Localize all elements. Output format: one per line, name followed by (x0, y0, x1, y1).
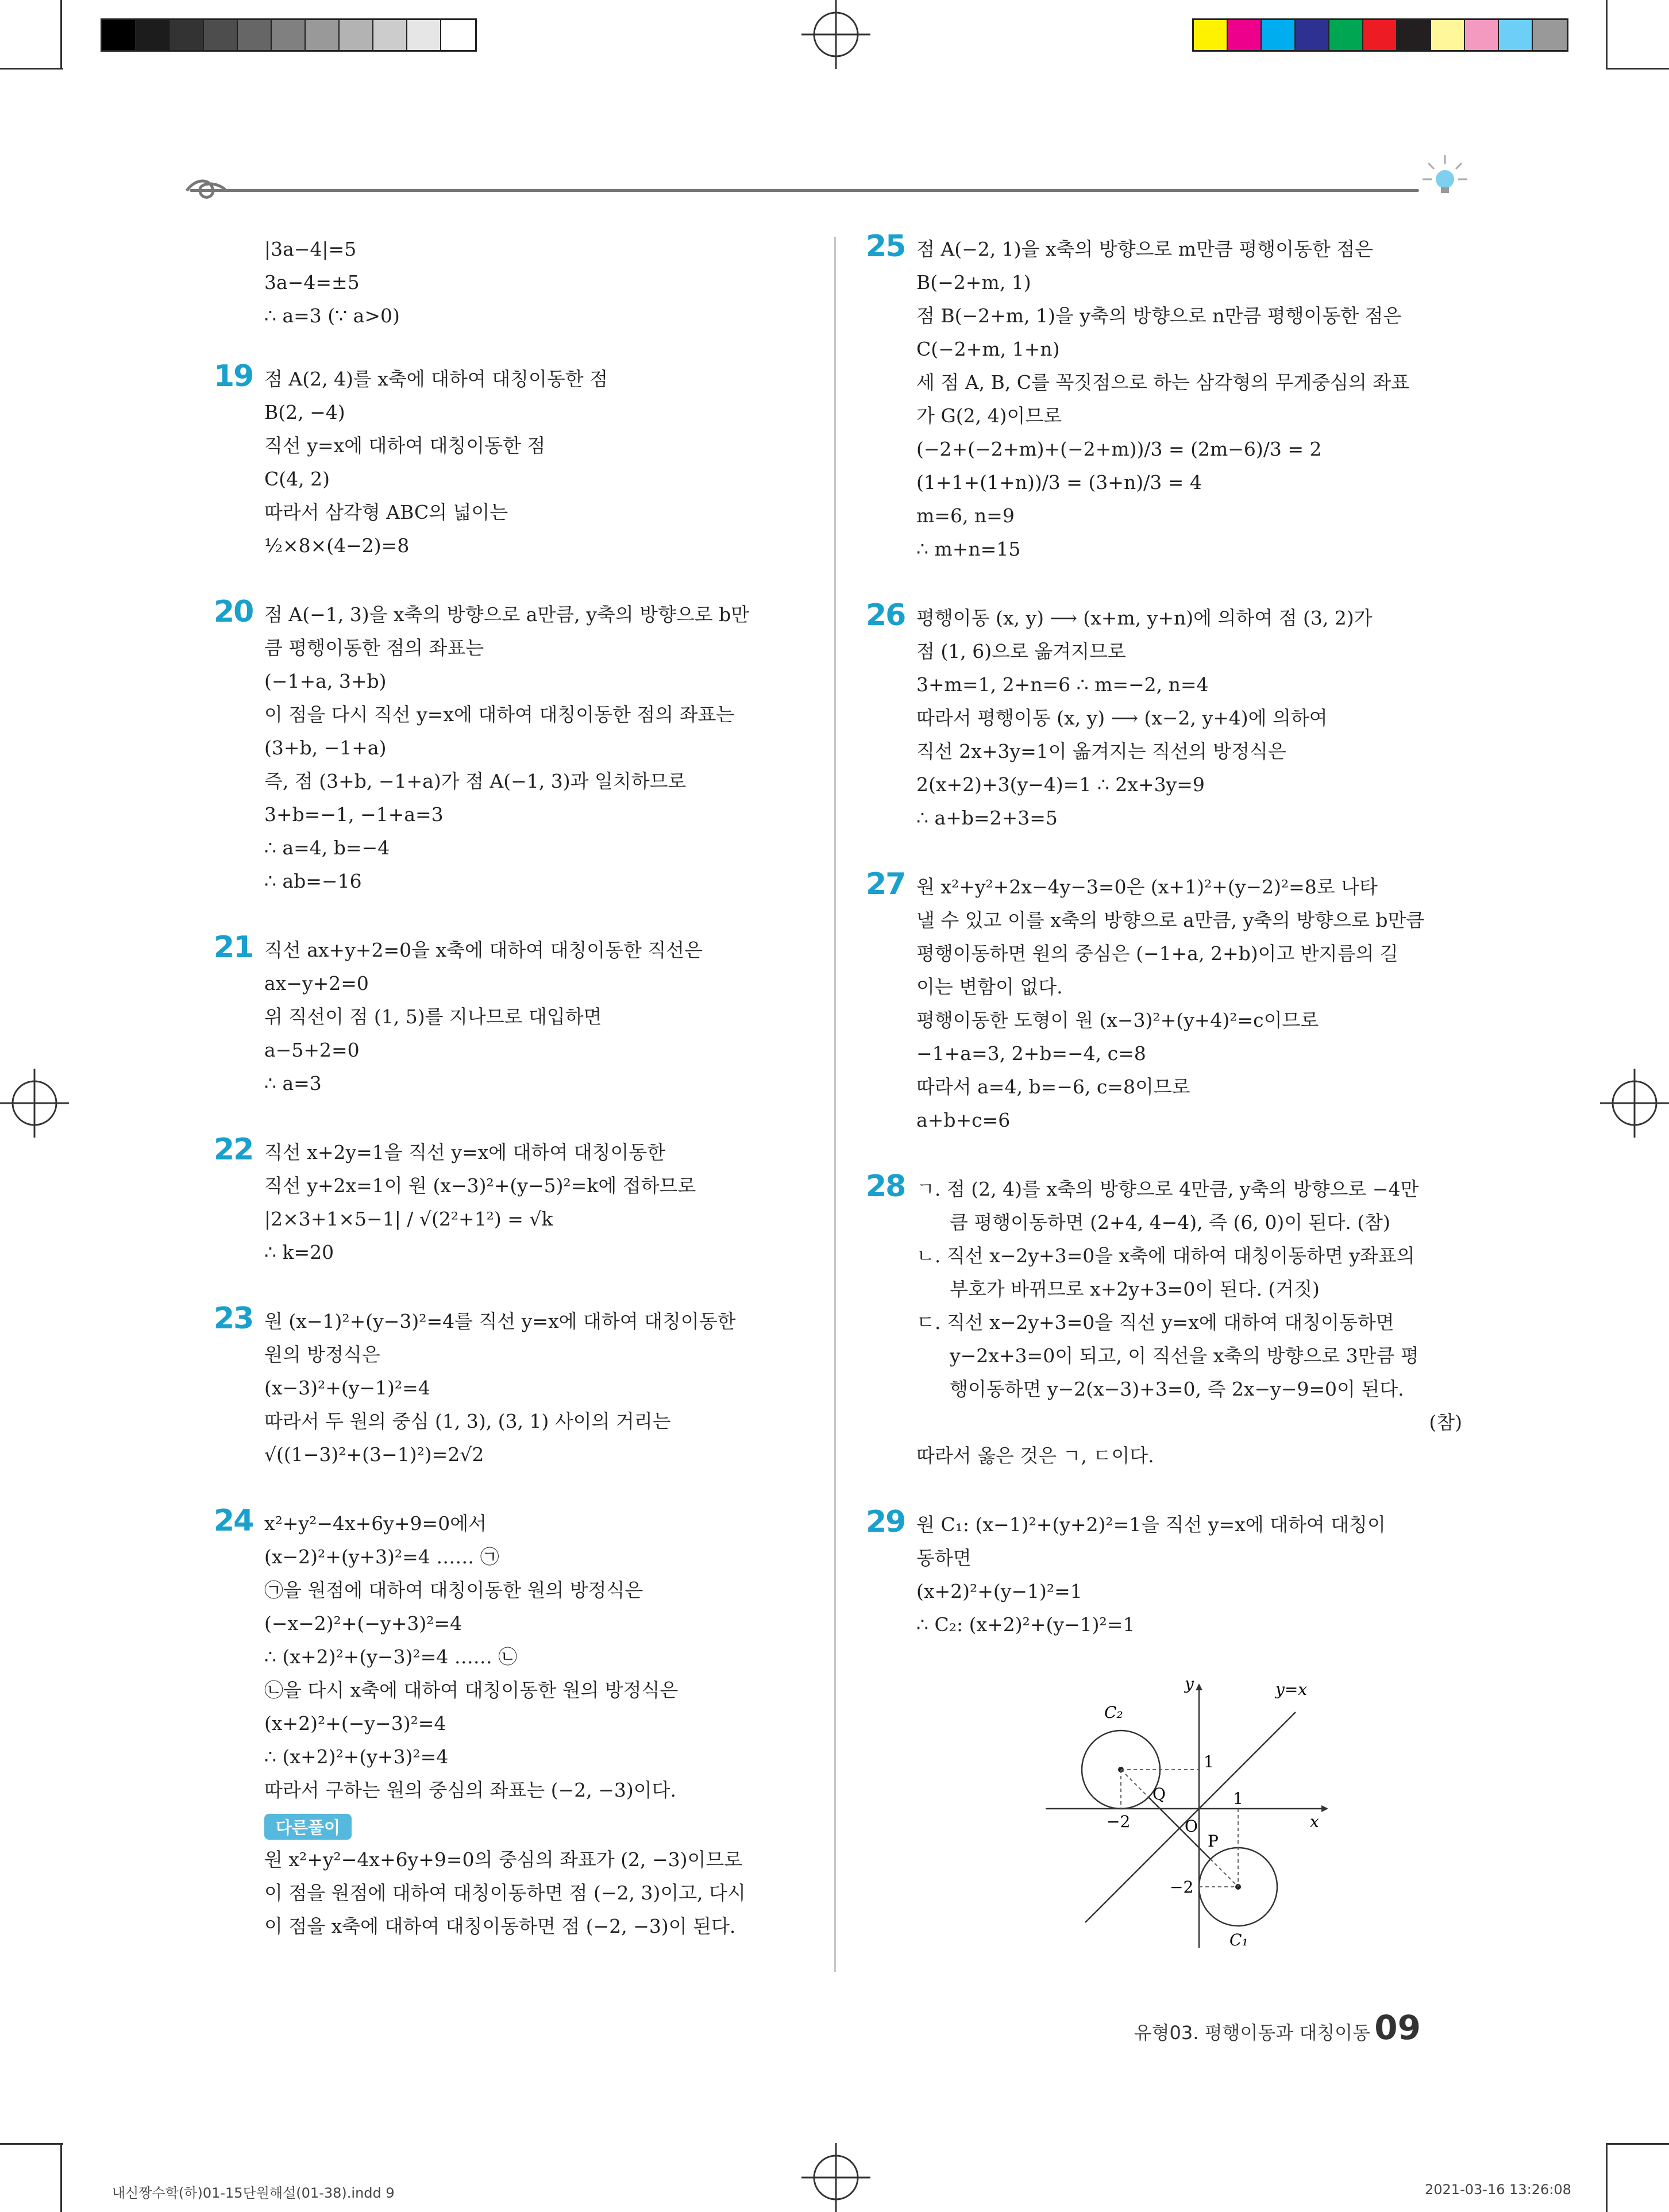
problem-19 (214, 359, 810, 562)
gray-swatch (340, 20, 373, 50)
c2-label: C₂ (1104, 1703, 1123, 1722)
line: ∴ a=4, b=−4 (264, 837, 390, 859)
line: |3a−4|=5 (264, 238, 357, 260)
line: (−2+(−2+m)+(−2+m))/3 = (2m−6)/3 = 2 (916, 438, 1322, 460)
page-number: 09 (1374, 2008, 1421, 2047)
problem-23 (214, 1301, 810, 1471)
line: (참) (1429, 1411, 1462, 1433)
crop-mark (1606, 2143, 1608, 2212)
crop-mark (1606, 0, 1608, 69)
line: (−x−2)²+(−y+3)²=4 (264, 1612, 462, 1635)
line: ½×8×(4−2)=8 (264, 534, 410, 557)
line: ∴ a=3 (264, 1072, 322, 1095)
line: 따라서 평행이동 (x, y) ⟶ (x−2, y+4)에 의하여 (916, 707, 1328, 729)
symmetric-circles-graph (1040, 1678, 1339, 1965)
process-color-bar (1192, 18, 1568, 52)
line: 점 B(−2+m, 1)을 y축의 방향으로 n만큼 평행이동한 점은 (916, 305, 1402, 327)
problem-number: 24 (214, 1504, 253, 1538)
slug-date: 2021-03-16 13:26:08 (1425, 2182, 1571, 2198)
line: |2×3+1×5−1| / √(2²+1²) = √k (264, 1208, 553, 1230)
line: x²+y²−4x+6y+9=0에서 (264, 1512, 487, 1535)
column-divider (834, 237, 836, 1972)
line: 따라서 두 원의 중심 (1, 3), (3, 1) 사이의 거리는 (264, 1410, 671, 1432)
color-swatch (1228, 20, 1262, 50)
gray-swatch (102, 20, 136, 50)
gray-swatch (407, 20, 441, 50)
line: ㄷ. 직선 x−2y+3=0을 직선 y=x에 대하여 대칭이동하면 (916, 1311, 1394, 1334)
y-axis-arrow-icon (1196, 1683, 1202, 1690)
line: C(−2+m, 1+n) (916, 338, 1060, 360)
line: 평행이동한 도형이 원 (x−3)²+(y+4)²=c이므로 (916, 1009, 1319, 1031)
color-swatch (1262, 20, 1296, 50)
problem-number: 27 (866, 867, 905, 901)
line: B(−2+m, 1) (916, 271, 1031, 294)
problem-28 (866, 1169, 1462, 1473)
line: 3a−4=±5 (264, 271, 360, 294)
line: 3+b=−1, −1+a=3 (264, 803, 444, 826)
line: ㄱ. 점 (2, 4)를 x축의 방향으로 4만큼, y축의 방향으로 −4만 (916, 1178, 1419, 1200)
line: B(2, −4) (264, 401, 345, 423)
lightbulb-icon (1419, 149, 1471, 201)
line: ∴ C₂: (x+2)²+(y−1)²=1 (916, 1613, 1135, 1636)
color-swatch (1431, 20, 1465, 50)
problem-number: 29 (866, 1505, 905, 1539)
x-axis-label: x (1310, 1812, 1319, 1831)
line: 큼 평행이동하면 (2+4, 4−4), 즉 (6, 0)이 된다. (참) (950, 1211, 1390, 1234)
line: 3+m=1, 2+n=6 ∴ m=−2, n=4 (916, 673, 1209, 696)
line: m=6, n=9 (916, 504, 1015, 527)
line: 즉, 점 (3+b, −1+a)가 점 A(−1, 3)과 일치하므로 (264, 770, 687, 792)
line: a−5+2=0 (264, 1039, 360, 1061)
line: (−1+a, 3+b) (264, 670, 387, 692)
line: 따라서 삼각형 ABC의 넓이는 (264, 501, 508, 523)
y-axis-label: y (1185, 1678, 1194, 1693)
gray-color-bar (101, 18, 477, 52)
line: (1+1+(1+n))/3 = (3+n)/3 = 4 (916, 471, 1202, 494)
line: 위 직선이 점 (1, 5)를 지나므로 대입하면 (264, 1005, 602, 1028)
line: 점 A(2, 4)를 x축에 대하여 대칭이동한 점 (264, 368, 608, 390)
color-swatch (1296, 20, 1329, 50)
line: 원 C₁: (x−1)²+(y+2)²=1을 직선 y=x에 대하여 대칭이 (916, 1513, 1386, 1536)
line: 부호가 바뀌므로 x+2y+3=0이 된다. (거짓) (950, 1278, 1320, 1300)
crop-mark (60, 0, 62, 69)
right-column (866, 229, 1462, 1677)
line: ∴ ab=−16 (264, 870, 362, 892)
color-swatch (1499, 20, 1533, 50)
line: 직선 2x+3y=1이 옮겨지는 직선의 방정식은 (916, 740, 1286, 762)
line: ∴ a=3 (∵ a>0) (264, 305, 400, 327)
line: (x−2)²+(y+3)²=4 …… ㉠ (264, 1546, 499, 1568)
crop-mark (60, 2143, 62, 2212)
line: ∴ m+n=15 (916, 538, 1021, 560)
line: 세 점 A, B, C를 꼭짓점으로 하는 삼각형의 무게중심의 좌표 (916, 371, 1410, 394)
gray-swatch (204, 20, 238, 50)
line: 원의 방정식은 (264, 1343, 380, 1366)
line: ㄴ. 직선 x−2y+3=0을 x축에 대하여 대칭이동하면 y좌표의 (916, 1244, 1415, 1267)
registration-mark-left (0, 1069, 69, 1138)
line: ∴ a+b=2+3=5 (916, 807, 1058, 829)
problem-27 (866, 867, 1462, 1137)
line: a+b+c=6 (916, 1109, 1011, 1131)
line: ∴ k=20 (264, 1241, 334, 1263)
problem-25 (866, 229, 1462, 566)
line: −1+a=3, 2+b=−4, c=8 (916, 1042, 1146, 1065)
line: 원 (x−1)²+(y−3)²=4를 직선 y=x에 대하여 대칭이동한 (264, 1310, 736, 1332)
line: 큼 평행이동한 점의 좌표는 (264, 637, 484, 659)
problem-number: 20 (214, 595, 253, 629)
gray-swatch (306, 20, 340, 50)
line: (3+b, −1+a) (264, 737, 387, 759)
line: ㉠을 원점에 대하여 대칭이동한 원의 방정식은 (264, 1579, 643, 1601)
line: ㉡을 다시 x축에 대하여 대칭이동한 원의 방정식은 (264, 1679, 679, 1701)
alt-solution-badge: 다른풀이 (264, 1814, 352, 1840)
slug-filename: 내신짱수학(하)01-15단원해설(01-38).indd 9 (112, 2185, 395, 2201)
x-axis-arrow-icon (1321, 1805, 1328, 1812)
line: ax−y+2=0 (264, 972, 369, 995)
problem-number: 25 (866, 229, 905, 264)
line: 행이동하면 y−2(x−3)+3=0, 즉 2x−y−9=0이 된다. (950, 1378, 1404, 1400)
problem-26 (866, 598, 1462, 835)
line: (x−3)²+(y−1)²=4 (264, 1377, 430, 1399)
line-label: y=x (1275, 1680, 1308, 1699)
problem-number: 22 (214, 1132, 253, 1167)
line: 가 G(2, 4)이므로 (916, 404, 1062, 427)
line: 따라서 a=4, b=−6, c=8이므로 (916, 1076, 1190, 1098)
line: 2(x+2)+3(y−4)=1 ∴ 2x+3y=9 (916, 773, 1205, 796)
color-swatch (1363, 20, 1397, 50)
problem-number: 21 (214, 930, 253, 965)
problem-number: 26 (866, 598, 905, 633)
c1-label: C₁ (1229, 1930, 1248, 1949)
line: 동하면 (916, 1547, 972, 1569)
line: 직선 y=x에 대하여 대칭이동한 점 (264, 434, 546, 457)
problem-number: 23 (214, 1301, 253, 1336)
line: 직선 x+2y=1을 직선 y=x에 대하여 대칭이동한 (264, 1141, 666, 1163)
color-swatch (1397, 20, 1431, 50)
crop-mark (1606, 68, 1669, 70)
tick-label-y-neg2: −2 (1170, 1878, 1194, 1897)
color-swatch (1329, 20, 1363, 50)
registration-mark-right (1600, 1069, 1669, 1138)
line: 따라서 옳은 것은 ㄱ, ㄷ이다. (916, 1444, 1154, 1467)
registration-mark-bottom (801, 2143, 870, 2212)
line: 직선 y+2x=1이 원 (x−3)²+(y−5)²=k에 접하므로 (264, 1174, 696, 1197)
line: y−2x+3=0이 되고, 이 직선을 x축의 방향으로 3만큼 평 (950, 1344, 1419, 1367)
gray-swatch (441, 20, 475, 50)
line: √((1−3)²+(3−1)²)=2√2 (264, 1443, 484, 1466)
point-p-label: P (1208, 1832, 1219, 1851)
line: 직선 ax+y+2=0을 x축에 대하여 대칭이동한 직선은 (264, 939, 703, 961)
color-swatch (1465, 20, 1499, 50)
problem-29 (866, 1505, 1462, 1641)
footer-section-title: 유형03. 평행이동과 대칭이동 (1134, 2022, 1370, 2044)
header-rule (190, 189, 1419, 192)
gray-swatch (373, 20, 407, 50)
tick-label-y-1: 1 (1204, 1752, 1214, 1771)
origin-label: O (1185, 1817, 1198, 1836)
crop-mark (0, 2143, 63, 2145)
line: 원 x²+y²−4x+6y+9=0의 중심의 좌표가 (2, −3)이므로 (264, 1848, 743, 1871)
line: C(4, 2) (264, 468, 330, 490)
point-q-label: Q (1153, 1785, 1166, 1803)
tick-label-x-1: 1 (1233, 1789, 1243, 1808)
left-column (214, 233, 810, 1979)
line: 원 x²+y²+2x−4y−3=0은 (x+1)²+(y−2)²=8로 나타 (916, 876, 1378, 898)
line: 낼 수 있고 이를 x축의 방향으로 a만큼, y축의 방향으로 b만큼 (916, 909, 1425, 931)
problem-20 (214, 595, 810, 898)
color-swatch (1533, 20, 1567, 50)
crop-mark (1606, 2143, 1669, 2145)
registration-mark-top (801, 0, 870, 69)
line: 이 점을 원점에 대하여 대칭이동하면 점 (−2, 3)이고, 다시 (264, 1882, 746, 1904)
line: ∴ (x+2)²+(y−3)²=4 …… ㉡ (264, 1645, 518, 1668)
line: 점 A(−1, 3)을 x축의 방향으로 a만큼, y축의 방향으로 b만 (264, 603, 750, 626)
problem-22 (214, 1132, 810, 1269)
color-swatch (1194, 20, 1228, 50)
gray-swatch (170, 20, 204, 50)
line: 점 (1, 6)으로 옮겨지므로 (916, 640, 1126, 662)
clip-icon (184, 172, 230, 207)
gray-swatch (136, 20, 170, 50)
line: (x+2)²+(y−1)²=1 (916, 1580, 1082, 1602)
problem-number: 19 (214, 359, 253, 394)
line: 이는 변함이 없다. (916, 976, 1063, 998)
crop-mark (0, 68, 63, 70)
problem-24 (214, 1504, 810, 1943)
line: 따라서 구하는 원의 중심의 좌표는 (−2, −3)이다. (264, 1779, 677, 1801)
problem-number: 28 (866, 1169, 905, 1204)
line: 점 A(−2, 1)을 x축의 방향으로 m만큼 평행이동한 점은 (916, 238, 1373, 260)
gray-swatch (272, 20, 306, 50)
line: 평행이동 (x, y) ⟶ (x+m, y+n)에 의하여 점 (3, 2)가 (916, 607, 1373, 629)
line: (x+2)²+(−y−3)²=4 (264, 1712, 446, 1735)
line: 평행이동하면 원의 중심은 (−1+a, 2+b)이고 반지름의 길 (916, 942, 1398, 965)
continuation-block (264, 233, 810, 333)
gray-swatch (238, 20, 272, 50)
line: 이 점을 다시 직선 y=x에 대하여 대칭이동한 점의 좌표는 (264, 703, 735, 726)
problem-21 (214, 930, 810, 1100)
line: 이 점을 x축에 대하여 대칭이동하면 점 (−2, −3)이 된다. (264, 1915, 736, 1937)
tick-label-x-neg2: −2 (1107, 1812, 1131, 1831)
line: ∴ (x+2)²+(y+3)²=4 (264, 1745, 449, 1768)
